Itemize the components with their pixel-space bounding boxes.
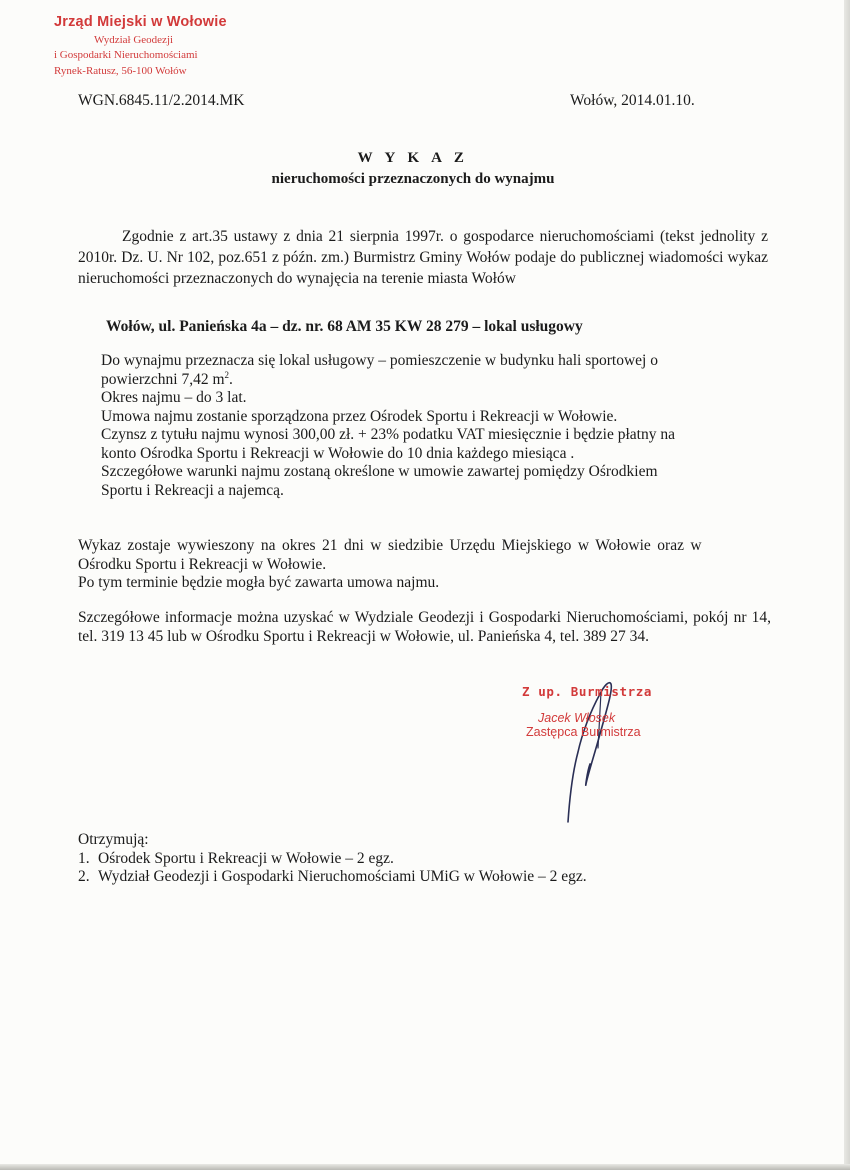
office-stamp [54,14,254,78]
details-conditions: Szczegółowe warunki najmu zostaną określone w umowie zawartej pomiędzy Ośrodkiem [101,463,658,480]
signature-role: Z up. Burmistrza [522,684,653,699]
area-suffix: . [229,370,233,388]
details-rent: Czynsz z tytułu najmu wynosi 300,00 zł. + 23% podatku VAT miesięcznie i będzie płatny na [101,426,675,443]
signatory-title: Zastępca Burmistrza [526,725,641,739]
signatory-name: Jacek Włosek [538,711,616,725]
document-subtitle: nieruchomości przeznaczonych do wynajmu [271,171,555,187]
intro-paragraph: Zgodnie z art.35 ustawy z dnia 21 sierpnia 1997r. o gospodarce nieruchomościami (tekst jednolity z 2010r. Dz. U. Nr 102, poz.651 z późn. zm.) Burmistrz Gminy Wołów podaje do publicznej wiadomości wykaz nieruchomości przeznaczonych do wynajęcia na terenie miasta Wołów [78,228,768,287]
details-agreement: Umowa najmu zostanie sporządzona przez Ośrodek Sportu i Rekreacji w Wołowie. [101,407,618,425]
document-title: W Y K A Z [357,150,469,166]
page-bottom-edge [0,1164,850,1170]
stamp-department-detail: i Gospodarki Nieruchomościami [54,49,198,62]
list-item [78,850,587,869]
list-item-number: 1. [78,849,90,867]
details-area [101,371,741,390]
list-item-number: 2. [78,868,90,885]
stamp-office-name: Jrząd Miejski w Wołowie [54,14,227,30]
notice-line: Wykaz zostaje wywieszony na okres 21 dni w siedzibie Urzędu Miejskiego w Wołowie oraz w [78,537,702,554]
recipients-section [78,831,587,887]
document-date: Wołów, 2014.01.10. [570,92,695,109]
details-term: Okres najmu – do 3 lat. [101,389,247,406]
reference-number: WGN.6845.11/2.2014.MK [78,92,245,109]
property-heading: Wołów, ul. Panieńska 4a – dz. nr. 68 AM 35 KW 28 279 – lokal usługowy [106,318,583,335]
area-text: powierzchni 7,42 m [101,370,225,388]
stamp-address: Rynek-Ratusz, 56-100 Wołów [54,64,187,77]
details-rent-cont: konto Ośrodka Sportu i Rekreacji w Wołowie do 10 dnia każdego miesiąca . [101,444,575,462]
details-conditions-cont: Sportu i Rekreacji a najemcą. [101,481,284,499]
contact-info-paragraph: Szczegółowe informacje można uzyskać w Wydziale Geodezji i Gospodarki Nieruchomościami, pokój nr 14, tel. 319 13 45 lub w Ośrodku Sportu i Rekreacji w Wołowie, ul. Panieńska 4, tel. 389 27 34. [78,609,771,645]
signature-stamp [522,684,692,739]
area-superscript: 2 [224,369,230,380]
notice-line: Ośrodku Sportu i Rekreacji w Wołowie. [78,555,327,573]
notice-line: Po tym terminie będzie mogła być zawarta umowa najmu. [78,574,440,591]
list-item-text: Ośrodek Sportu i Rekreacji w Wołowie – 2 egz. [98,849,394,867]
recipients-heading: Otrzymują: [78,831,149,848]
stamp-department: Wydział Geodezji [94,33,174,46]
list-item [78,868,587,887]
page-edge-shadow [844,0,850,1170]
recipients-list [78,850,587,887]
details-line: Do wynajmu przeznacza się lokal usługowy – pomieszczenie w budynku hali sportowej o [101,352,658,369]
list-item-text: Wydział Geodezji i Gospodarki Nieruchomościami UMiG w Wołowie – 2 egz. [98,868,587,885]
property-details [101,352,741,500]
notice-paragraph [78,537,772,593]
